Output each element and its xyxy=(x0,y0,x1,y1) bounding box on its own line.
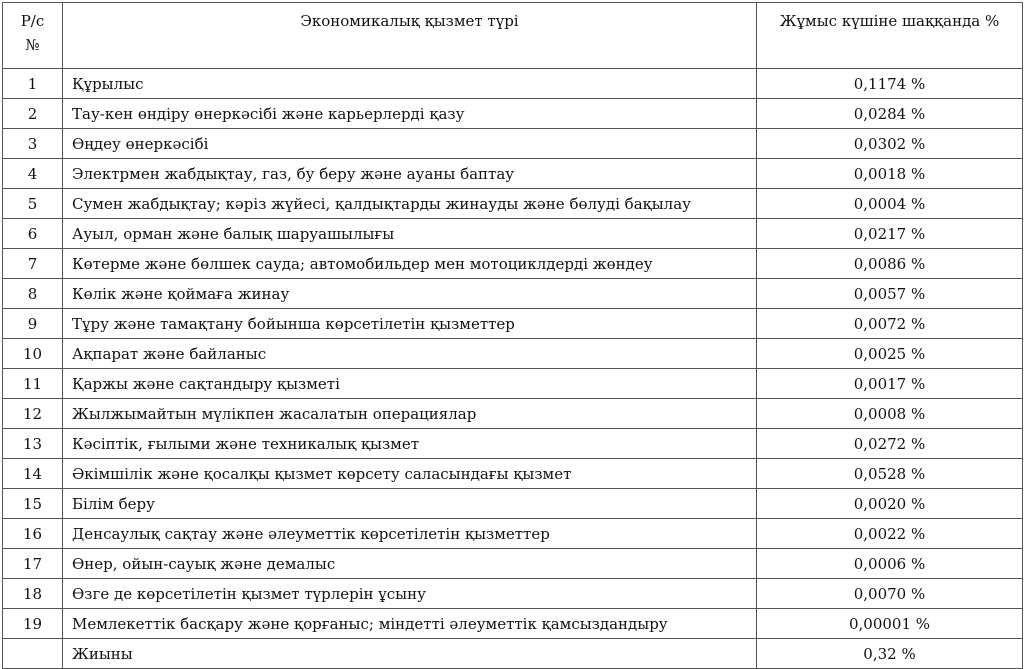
table-header xyxy=(3,3,1023,69)
table-row xyxy=(3,489,1023,519)
row-activity: Өңдеу өнеркәсібі xyxy=(63,129,757,159)
row-activity: Кәсіптік, ғылыми және техникалық қызмет xyxy=(63,429,757,459)
table-row xyxy=(3,459,1023,489)
table-row xyxy=(3,519,1023,549)
row-activity: Әкімшілік және қосалқы қызмет көрсету саласындағы қызмет xyxy=(63,459,757,489)
row-number: 12 xyxy=(3,399,63,429)
row-activity: Жылжымайтын мүлікпен жасалатын операциялар xyxy=(63,399,757,429)
table-row xyxy=(3,369,1023,399)
table-row xyxy=(3,309,1023,339)
row-activity: Білім беру xyxy=(63,489,757,519)
total-label: Жиыны xyxy=(63,639,757,669)
row-percent: 0,0086 % xyxy=(757,249,1023,279)
row-number: 17 xyxy=(3,549,63,579)
employment-share-table xyxy=(2,2,1023,669)
total-number xyxy=(3,639,63,669)
row-activity: Көтерме және бөлшек сауда; автомобильдер мен мотоциклдерді жөндеу xyxy=(63,249,757,279)
table-row xyxy=(3,609,1023,639)
row-number: 18 xyxy=(3,579,63,609)
row-number: 4 xyxy=(3,159,63,189)
row-activity: Ақпарат және байланыс xyxy=(63,339,757,369)
row-percent: 0,0004 % xyxy=(757,189,1023,219)
row-number: 1 xyxy=(3,69,63,99)
table-row xyxy=(3,399,1023,429)
table-row xyxy=(3,219,1023,249)
row-percent: 0,0284 % xyxy=(757,99,1023,129)
row-percent: 0,0006 % xyxy=(757,549,1023,579)
row-number: 8 xyxy=(3,279,63,309)
row-percent: 0,0020 % xyxy=(757,489,1023,519)
row-percent: 0,1174 % xyxy=(757,69,1023,99)
header-number-line2: № xyxy=(25,36,40,54)
table-row xyxy=(3,549,1023,579)
header-activity: Экономикалық қызмет түрі xyxy=(63,3,757,69)
row-number: 19 xyxy=(3,609,63,639)
row-percent: 0,0057 % xyxy=(757,279,1023,309)
table-row xyxy=(3,249,1023,279)
table-row xyxy=(3,579,1023,609)
row-activity: Көлік және қоймаға жинау xyxy=(63,279,757,309)
row-percent: 0,0217 % xyxy=(757,219,1023,249)
row-percent: 0,00001 % xyxy=(757,609,1023,639)
total-percent: 0,32 % xyxy=(757,639,1023,669)
total-row xyxy=(3,639,1023,669)
row-number: 9 xyxy=(3,309,63,339)
header-percent: Жұмыс күшіне шаққанда % xyxy=(757,3,1023,69)
row-activity: Тұру және тамақтану бойынша көрсетілетін қызметтер xyxy=(63,309,757,339)
table-row xyxy=(3,339,1023,369)
row-number: 16 xyxy=(3,519,63,549)
row-number: 7 xyxy=(3,249,63,279)
header-number-line1: Р/с xyxy=(20,12,45,30)
row-percent: 0,0018 % xyxy=(757,159,1023,189)
row-percent: 0,0022 % xyxy=(757,519,1023,549)
row-activity: Тау-кен өндіру өнеркәсібі және карьерлерді қазу xyxy=(63,99,757,129)
row-activity: Өнер, ойын-сауық және демалыс xyxy=(63,549,757,579)
row-number: 14 xyxy=(3,459,63,489)
row-percent: 0,0070 % xyxy=(757,579,1023,609)
row-number: 3 xyxy=(3,129,63,159)
table-body xyxy=(3,69,1023,669)
row-percent: 0,0025 % xyxy=(757,339,1023,369)
row-number: 2 xyxy=(3,99,63,129)
row-activity: Электрмен жабдықтау, газ, бу беру және ауаны баптау xyxy=(63,159,757,189)
row-activity: Ауыл, орман және балық шаруашылығы xyxy=(63,219,757,249)
table-row xyxy=(3,429,1023,459)
row-activity: Мемлекеттік басқару және қорғаныс; міндетті әлеуметтік қамсыздандыру xyxy=(63,609,757,639)
table-row xyxy=(3,99,1023,129)
row-percent: 0,0017 % xyxy=(757,369,1023,399)
row-percent: 0,0528 % xyxy=(757,459,1023,489)
header-row xyxy=(3,3,1023,69)
row-percent: 0,0302 % xyxy=(757,129,1023,159)
row-number: 6 xyxy=(3,219,63,249)
table-row xyxy=(3,279,1023,309)
table-row xyxy=(3,129,1023,159)
row-percent: 0,0072 % xyxy=(757,309,1023,339)
table-row xyxy=(3,189,1023,219)
row-number: 10 xyxy=(3,339,63,369)
row-activity: Қаржы және сақтандыру қызметі xyxy=(63,369,757,399)
table-row xyxy=(3,159,1023,189)
row-number: 13 xyxy=(3,429,63,459)
row-activity: Құрылыс xyxy=(63,69,757,99)
table-row xyxy=(3,69,1023,99)
row-activity: Денсаулық сақтау және әлеуметтік көрсетілетін қызметтер xyxy=(63,519,757,549)
row-percent: 0,0272 % xyxy=(757,429,1023,459)
row-activity: Өзге де көрсетілетін қызмет түрлерін ұсыну xyxy=(63,579,757,609)
header-number-cell xyxy=(3,3,63,69)
row-number: 11 xyxy=(3,369,63,399)
row-number: 5 xyxy=(3,189,63,219)
row-number: 15 xyxy=(3,489,63,519)
row-activity: Сумен жабдықтау; кәріз жүйесі, қалдықтарды жинауды және бөлуді бақылау xyxy=(63,189,757,219)
row-percent: 0,0008 % xyxy=(757,399,1023,429)
